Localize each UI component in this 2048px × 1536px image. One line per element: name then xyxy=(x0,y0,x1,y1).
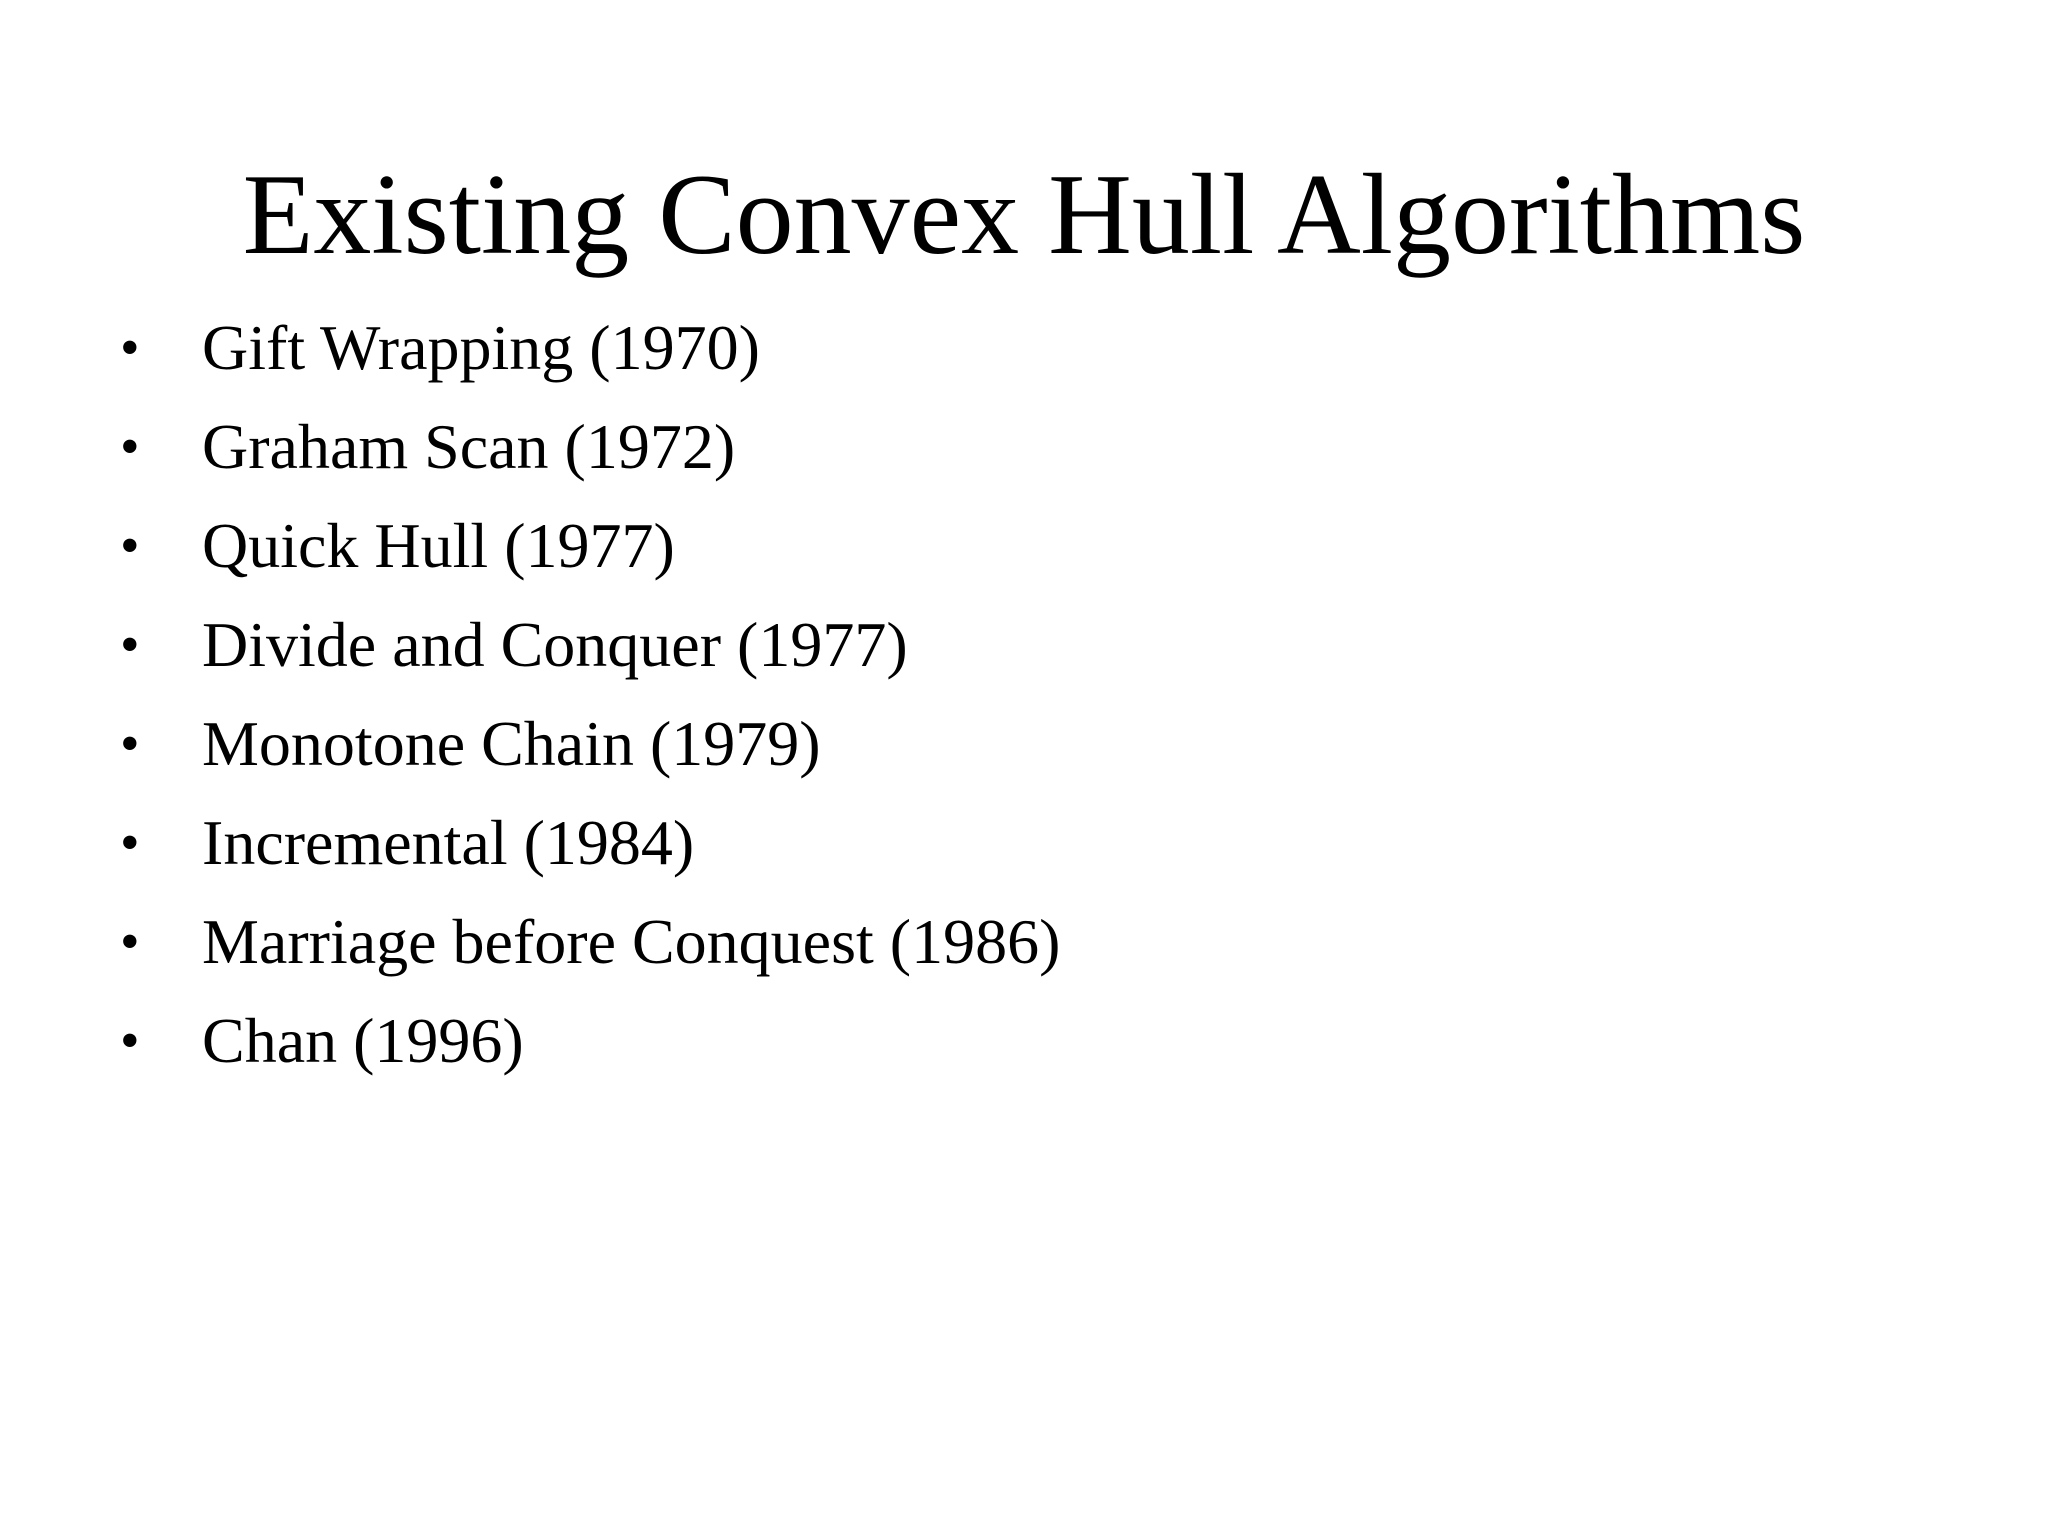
bullet-icon: • xyxy=(120,317,140,379)
list-item-text: Marriage before Conquest (1986) xyxy=(202,906,1061,977)
bullet-icon: • xyxy=(120,416,140,478)
list-item-text: Monotone Chain (1979) xyxy=(202,708,821,779)
list-item-text: Divide and Conquer (1977) xyxy=(202,609,908,680)
bullet-icon: • xyxy=(120,614,140,676)
bullet-icon: • xyxy=(120,515,140,577)
bullet-icon: • xyxy=(120,1010,140,1072)
list-item-text: Incremental (1984) xyxy=(202,807,695,878)
list-item-text: Graham Scan (1972) xyxy=(202,411,736,482)
list-item-text: Chan (1996) xyxy=(202,1005,524,1076)
list-item-text: Quick Hull (1977) xyxy=(202,510,675,581)
bullet-icon: • xyxy=(120,911,140,973)
bullet-icon: • xyxy=(120,812,140,874)
list-item-text: Gift Wrapping (1970) xyxy=(202,312,760,383)
bullet-icon: • xyxy=(120,713,140,775)
slide-title: Existing Convex Hull Algorithms xyxy=(242,151,1806,279)
